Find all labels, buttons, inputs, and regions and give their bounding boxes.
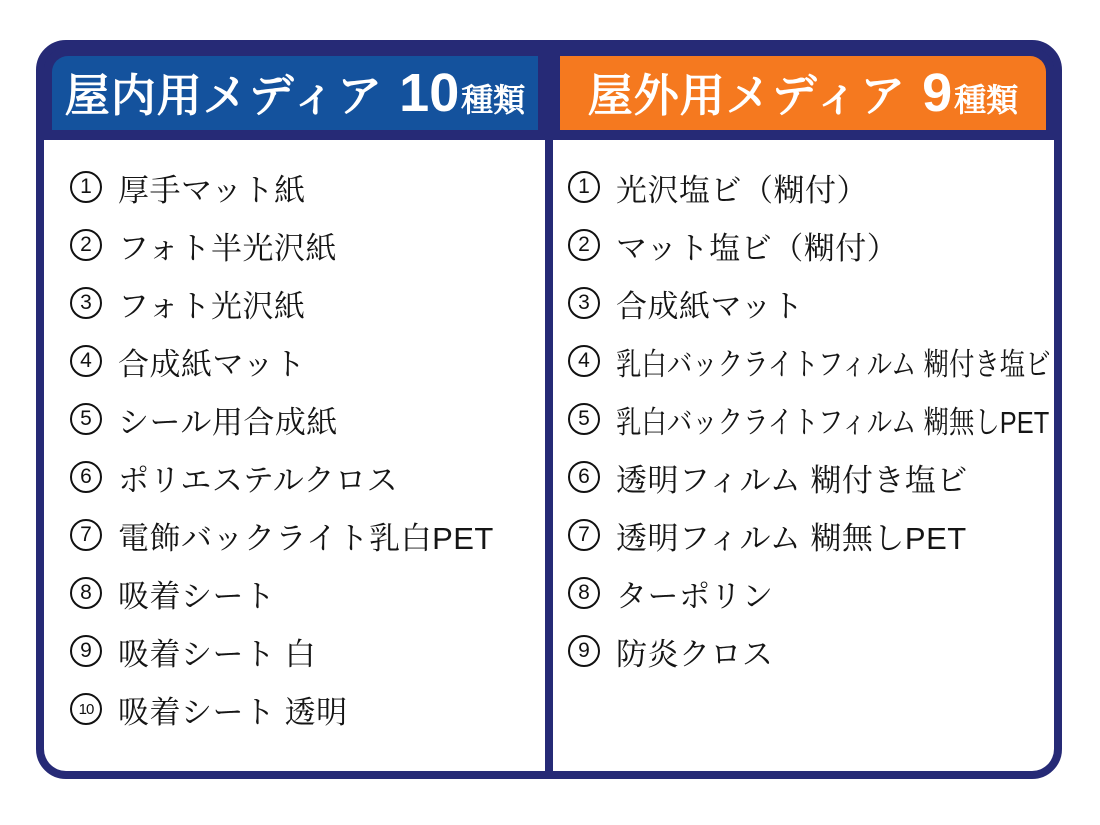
list-item [553, 564, 1054, 622]
circled-number: 6 [568, 461, 600, 493]
media-label: 厚手マット紙 [118, 172, 306, 208]
list-item [44, 622, 545, 680]
circled-number: 7 [568, 519, 600, 551]
circled-number: 1 [70, 171, 102, 203]
media-label: フォト光沢紙 [118, 288, 306, 324]
circled-number: 3 [70, 287, 102, 319]
media-label: マット塩ビ（糊付） [616, 230, 899, 266]
media-label: フォト半光沢紙 [118, 230, 337, 266]
indoor-header [52, 56, 538, 130]
list-item [44, 680, 545, 738]
list-item [553, 506, 1054, 564]
media-comparison-card [36, 40, 1062, 779]
indoor-media-list [44, 140, 545, 771]
circled-number: 4 [568, 345, 600, 377]
list-item [553, 622, 1054, 680]
media-label: ターポリン [616, 578, 774, 614]
list-item [553, 158, 1054, 216]
media-label: 合成紙マット [118, 346, 306, 382]
media-label: 電飾バックライト乳白PET [118, 520, 494, 556]
indoor-header-count: 10 [399, 63, 460, 123]
circled-number: 8 [70, 577, 102, 609]
media-label: 透明フィルム 糊付き塩ビ [616, 462, 968, 498]
list-item [44, 216, 545, 274]
list-item [553, 448, 1054, 506]
header-band [44, 48, 1054, 140]
media-label: 乳白バックライトフィルム 糊付き塩ビ [616, 346, 1051, 382]
media-label: 防炎クロス [616, 636, 774, 672]
outdoor-header [560, 56, 1046, 130]
circled-number: 1 [568, 171, 600, 203]
indoor-header-count-suffix: 種類 [461, 82, 526, 118]
list-item [44, 506, 545, 564]
column-divider [545, 140, 553, 771]
outdoor-header-title: 屋外用メディア [587, 70, 907, 121]
list-item [553, 274, 1054, 332]
list-item [553, 390, 1054, 448]
circled-number: 3 [568, 287, 600, 319]
list-item [553, 216, 1054, 274]
media-label: 吸着シート [118, 578, 276, 614]
list-item [44, 564, 545, 622]
outdoor-header-count: 9 [922, 63, 953, 123]
outdoor-header-count-suffix: 種類 [954, 82, 1019, 118]
outdoor-media-list [553, 140, 1054, 771]
circled-number: 6 [70, 461, 102, 493]
circled-number: 9 [568, 635, 600, 667]
circled-number: 4 [70, 345, 102, 377]
circled-number: 10 [70, 693, 102, 725]
media-label: 吸着シート 白 [118, 636, 317, 672]
media-label: 透明フィルム 糊無しPET [616, 520, 967, 556]
list-item [44, 158, 545, 216]
circled-number: 2 [70, 229, 102, 261]
indoor-header-title: 屋内用メディア [64, 70, 384, 121]
list-item [44, 274, 545, 332]
circled-number: 5 [568, 403, 600, 435]
list-item [44, 390, 545, 448]
list-item [44, 448, 545, 506]
circled-number: 9 [70, 635, 102, 667]
circled-number: 2 [568, 229, 600, 261]
list-item [553, 332, 1054, 390]
circled-number: 5 [70, 403, 102, 435]
circled-number: 7 [70, 519, 102, 551]
content-area [44, 140, 1054, 771]
list-item [44, 332, 545, 390]
media-label: 吸着シート 透明 [118, 694, 348, 730]
media-label: 合成紙マット [616, 288, 804, 324]
media-label: 光沢塩ビ（糊付） [616, 172, 868, 208]
circled-number: 8 [568, 577, 600, 609]
media-label: ポリエステルクロス [118, 462, 399, 498]
media-label: シール用合成紙 [118, 404, 338, 440]
media-label: 乳白バックライトフィルム 糊無しPET [616, 404, 1050, 440]
